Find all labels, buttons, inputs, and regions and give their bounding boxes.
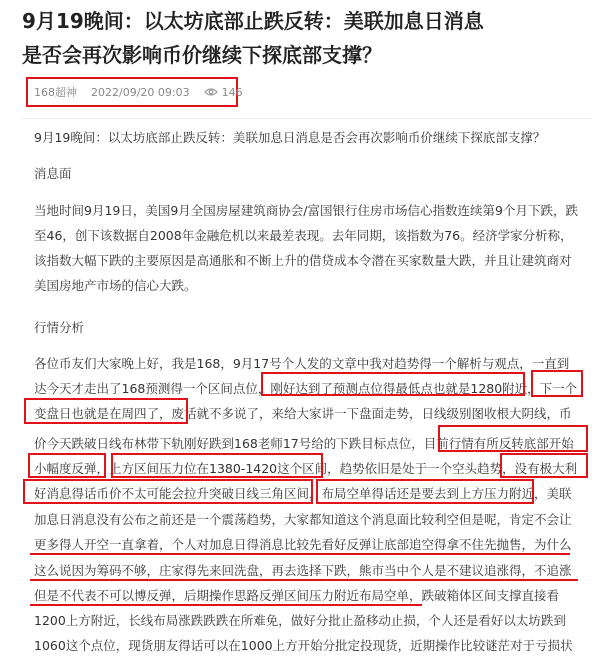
section-heading-analysis: 行情分析	[34, 320, 85, 335]
highlight-box-lowest-point	[261, 372, 525, 396]
analysis-line: 变盘日也就是在周四了，废话就不多说了，来给大家讲一下盘面走势，日线级别图收根大阴线，币	[34, 406, 572, 421]
analysis-line: 但是不代表不可以博反弹，后期操作思路反弹区间压力附近布局空单，跌破箱体区间支撑直接看	[34, 588, 560, 603]
analysis-line: 1060这个点位，现货朋友得话可以在1000上方开始分批定投现货，近期操作比较谜茫对于亏损状	[34, 638, 573, 653]
article-title-line-1: 9月19晚间：以太坊底部止跌反转：美联加息日消息	[22, 9, 484, 33]
analysis-line: 这么说因为筹码不够，庄家得先来回洗盘，再去选择下跌，熊市当中个人是不建议追涨得，不追涨	[34, 563, 572, 578]
analysis-line: 各位币友们大家晚上好，我是168，9月17号个人发的文章中我对趋势得一个解析与观点，一直到	[34, 356, 570, 371]
highlight-box-next	[531, 370, 583, 397]
article-title	[22, 4, 592, 72]
article-meta-box	[26, 77, 243, 107]
highlight-box-triangle	[23, 479, 313, 504]
news-line: 至46，创下该数据自2008年金融危机以来最差表现。去年同期，该指数为76。经济学家分析称，	[34, 228, 573, 243]
analysis-line: 更多得人开空一直拿着，个人对加息日得消息比较先看好反弹让底部追空得拿不住先抛售，为什么	[34, 537, 572, 552]
eye-icon	[204, 87, 218, 97]
highlight-box-no-good-news	[500, 453, 588, 478]
highlight-box-reversal	[438, 425, 588, 452]
header-divider	[22, 118, 592, 119]
underline-chip	[30, 579, 578, 581]
analysis-line: 达今天才走出了168预测得一个区间点位，刚好达到了预测点位得最低点也就是1280附近，下一个	[34, 381, 578, 396]
analysis-line: 加息日消息没有公布之前还是一个震荡趋势，大家都知道这个消息面比较利空但是呢，肯定不会让	[34, 512, 572, 527]
article-lead: 9月19晚间：以太坊底部止跌反转：美联加息日消息是否会再次影响币价继续下探底部支撑？	[34, 130, 546, 145]
analysis-line: 1200上方附近，长线布局涨跌跌跌在所难免，做好分批止盈移动止损，个人还是看好以太坊跌到	[34, 613, 566, 628]
publish-datetime: 2022/09/20 09:03	[91, 85, 190, 99]
highlight-box-short-position	[316, 479, 534, 504]
news-line: 该指数大幅下跌的主要原因是高通胀和不断上升的借贷成本令潜在买家数量大跌，并且让建筑商对	[34, 253, 572, 268]
section-heading-news: 消息面	[34, 166, 72, 181]
highlight-box-turning-day	[24, 398, 188, 424]
analysis-line: 价今天跌破日线布林带下轨刚好跌到168老师17号给的下跌目标点位，目前行情有所反转底部开始	[34, 436, 574, 451]
highlight-box-rebound	[28, 453, 106, 478]
article-title-line-2: 是否会再次影响币价继续下探底部支撑？	[22, 43, 382, 67]
underline-strategy	[30, 604, 422, 606]
underline-rebound-view	[30, 553, 570, 555]
author-name[interactable]: 168超神	[34, 86, 77, 99]
analysis-line: 小幅度反弹，上方区间压力位在1380-1420这个区间，趋势依旧是处于一个空头趋势，没有极大利	[34, 461, 578, 476]
news-line: 美国房地产市场的信心大跌。	[34, 278, 197, 293]
analysis-line: 好消息得话币价不太可能会拉升突破日线三角区间，布局空单得话还是要去到上方压力附近，美联	[34, 486, 572, 501]
news-line: 当地时间9月19日，美国9月全国房屋建筑商协会/富国银行住房市场信心指数连续第9个月下跌，跌	[34, 203, 578, 218]
view-count: 146	[221, 85, 243, 99]
highlight-box-resistance	[111, 453, 323, 478]
